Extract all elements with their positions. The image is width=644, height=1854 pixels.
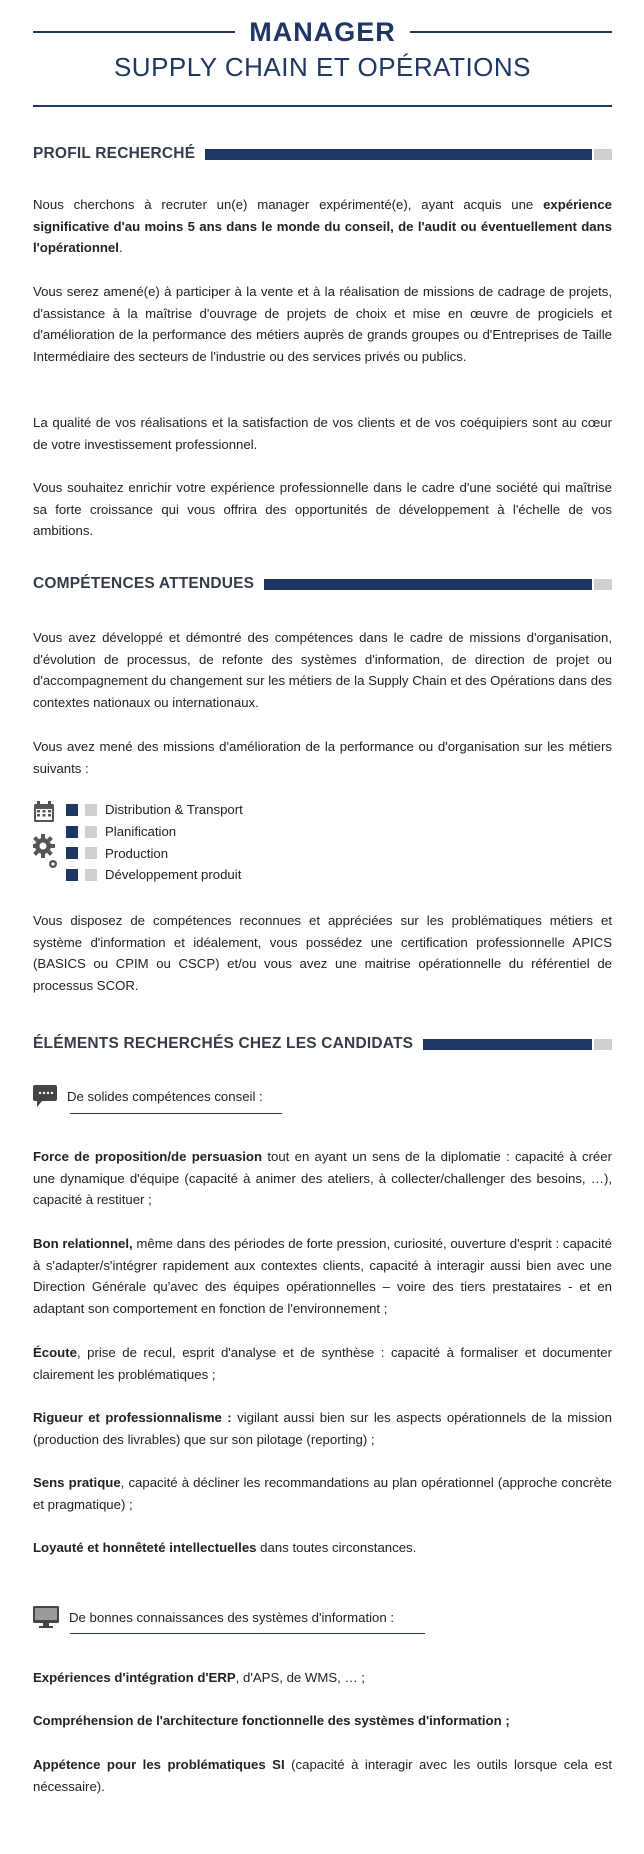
subheading-si: De bonnes connaissances des systèmes d'information : [33,1606,394,1628]
element-item-2: Bon relationnel, même dans des périodes de forte pression, curiosité, ouverture d'esprit : capacité à s'adapter/s'intégrer rapidement aux contextes clients, capacité à interagir aussi bien avec une Direction Générale qu'avec des équipes opérationnelles – voire des tiers prestataires - et en adaptant son comportement en fonction de l'environnement ; [33,1236,612,1317]
page-subtitle: SUPPLY CHAIN ET OPÉRATIONS [113,52,532,82]
section-bar-end [594,149,612,160]
list-item: Distribution & Transport [33,799,333,821]
title-divider [33,105,612,107]
metiers-list [33,799,333,886]
section-title: ÉLÉMENTS RECHERCHÉS CHEZ LES CANDIDATS [33,1035,414,1052]
list-item: Développement produit [33,864,333,886]
element-item-5: Sens pratique, capacité à décliner les recommandations au plan opérationnel (approche concrète et pragmatique) ; [33,1475,612,1512]
si-item-1: Expériences d'intégration d'ERP, d'APS, de WMS, … ; [33,1670,365,1685]
section-bar-end [594,1039,612,1050]
element-item-3: Écoute, prise de recul, esprit d'analyse et de synthèse : capacité à formaliser et documenter clairement les problématiques ; [33,1345,612,1382]
subheading-underline [70,1113,282,1114]
competences-paragraph-1: Vous avez développé et démontré des compétences dans le cadre de missions d'organisation, d'évolution de processus, de refonte des systèmes d'information, de direction de projet ou d'accompagnement du changement sur les métiers de la Supply Chain et des Opérations dans des contextes nationaux ou internationaux. [33,630,612,711]
element-item-1: Force de proposition/de persuasion tout en ayant un sens de la diplomatie : capacité à créer une dynamique d'équipe (capacité à animer des ateliers, à collecter/challenger des besoins, …), capacité à restituer ; [33,1149,612,1208]
profil-paragraph-1: Nous cherchons à recruter un(e) manager expérimenté(e), ayant acquis une expérience significative d'au moins 5 ans dans le monde du conseil, de l'audit ou éventuellement dans l'opérationnel. [33,197,612,256]
title-rule-right [410,31,612,33]
section-heading-profil [33,143,612,165]
si-item-3: Appétence pour les problématiques SI (capacité à interagir avec les outils lorsque cela est nécessaire). [33,1757,613,1794]
section-heading-competences [33,573,612,595]
list-item: Planification [33,821,333,843]
bullet-square [66,847,78,859]
bullet-square-grey [85,847,97,859]
bullet-square-grey [85,804,97,816]
bullet-square [66,826,78,838]
profil-paragraph-3: La qualité de vos réalisations et la satisfaction de vos clients et de vos coéquipiers sont au cœur de votre investissement professionnel. [33,415,612,452]
competences-paragraph-2: Vous avez mené des missions d'amélioration de la performance ou d'organisation sur les métiers suivants : [33,739,612,776]
section-bar-end [594,579,612,590]
section-bar [264,579,592,590]
element-item-6: Loyauté et honnêteté intellectuelles dans toutes circonstances. [33,1540,417,1555]
section-title: COMPÉTENCES ATTENDUES [33,575,255,592]
monitor-icon [33,1606,59,1628]
section-bar [423,1039,592,1050]
bullet-square [66,804,78,816]
subheading-conseil: De solides compétences conseil : [33,1085,263,1107]
section-title: PROFIL RECHERCHÉ [33,145,196,162]
bullet-square [66,869,78,881]
profil-paragraph-4: Vous souhaitez enrichir votre expérience professionnelle dans le cadre d'une société qui maîtrise sa forte croissance qui vous offrira des opportunités de développement à l'échelle de vos ambitions. [33,480,612,539]
section-heading-elements [33,1033,612,1055]
page-title: MANAGER [249,16,396,47]
subheading-underline [70,1633,425,1634]
bullet-square-grey [85,869,97,881]
chat-icon [33,1085,57,1107]
element-item-4: Rigueur et professionnalisme : vigilant aussi bien sur les aspects opérationnels de la mission (production des livrables) que sur son pilotage (reporting) ; [33,1410,612,1447]
profil-paragraph-2: Vous serez amené(e) à participer à la vente et à la réalisation de missions de cadrage de projets, d'assistance à la maîtrise d'ouvrage de projets de choix et mise en œuvre de progiciels et d'amélioration de la performance des métiers auprès de grands groupes ou d'Entreprises de Taille Intermédiaire des secteurs de l'industrie ou des services privés ou publics. [33,284,612,365]
competences-paragraph-3: Vous disposez de compétences reconnues et appréciées sur les problématiques métiers et système d'information et idéalement, vous possédez une certification professionnelle APICS (BASICS ou CPIM ou CSCP) et/ou vous avez une maitrise opérationnelle du référentiel de processus SCOR. [33,913,612,994]
title-rule-left [33,31,235,33]
list-item: Production [33,842,333,864]
section-bar [205,149,592,160]
title-block [33,14,612,83]
si-item-2: Compréhension de l'architecture fonctionnelle des systèmes d'information ; [33,1713,510,1728]
bullet-square-grey [85,826,97,838]
